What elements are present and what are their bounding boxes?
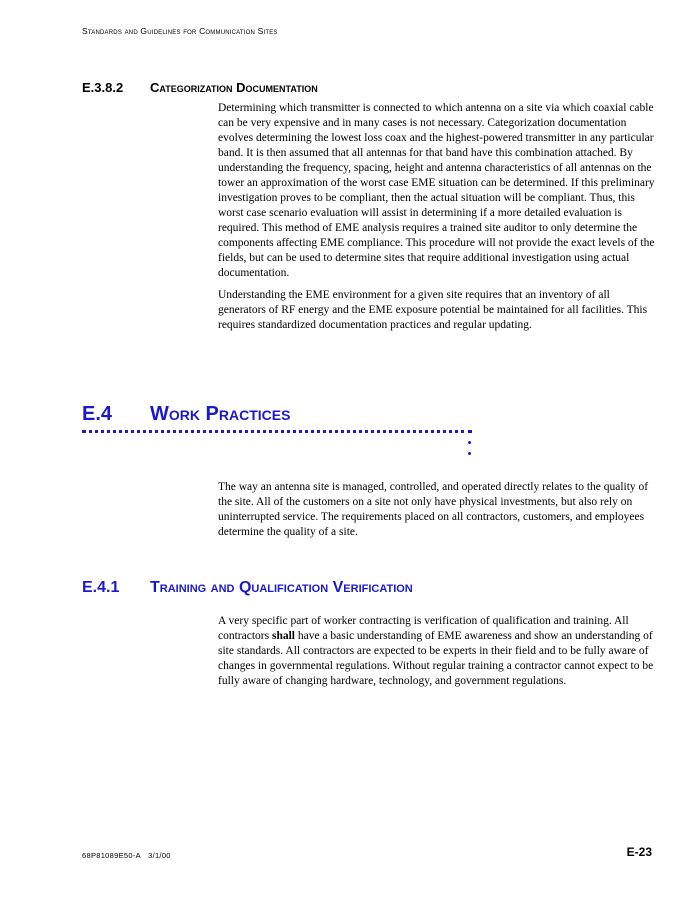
paragraph: Understanding the EME environment for a given site requires that an inventory of all generators of RF energy and the EME exposure potential be maintained for all facilities. This requires standardized documentation practices and regular updating. [218,289,648,331]
dotted-rule-dot [468,441,471,444]
section-body-e4 [218,480,658,547]
page-number: E-23 [626,845,652,859]
dotted-rule [82,430,472,433]
section-title: Training and Qualification Verification [150,579,413,596]
paragraph: Determining which transmitter is connected to which antenna on a site via which coaxial cable can be very expensive and in many cases is not necessary. Categorization documentation evolves determining the lowest loss coax and the highest-powered transmitter in any particular band. It is then assumed that all antennas for that band have this combination attached. By understanding the frequency, spacing, height and antenna characteristics of all antennas on the tower an approximation of the worst case EME situation can be determined. If this preliminary investigation proves to be compliant, then the actual situation will be compliant. Thus, this worst case scenario evaluation will assist in determining if a more detailed evaluation is required. This method of EME analysis requires a trained site auditor to only determine the components affecting EME compliance. This procedure will not provide the exact levels of the fields, but can be used to determine sites that require additional investigation using actual documentation. [218,102,655,279]
section-heading-e41 [82,579,413,597]
running-header: Standards and Guidelines for Communication Sites [82,26,278,36]
section-number: E.4.1 [82,579,120,596]
section-body-e41 [218,614,658,696]
doc-date: 3/1/00 [148,851,171,860]
section-title: Work Practices [150,403,291,425]
paragraph-text: have a basic understanding of EME awareness and show an understanding of site standards. All contractors are expected to be experts in their field and to be fully aware of changes in governmental regulations. Without regular training a contractor cannot expect to be fully aware of changing hardware, technology, and government regulations. [218,630,654,687]
section-number: E.3.8.2 [82,80,124,95]
footer-doc-info [82,851,171,860]
paragraph [218,614,658,689]
section-number: E.4 [82,403,113,425]
section-heading-e382 [82,80,318,95]
section-title: Categorization Documentation [150,80,318,95]
dotted-rule-dot [468,452,471,455]
doc-id: 68P81089E50-A [82,851,141,860]
chapter-heading-e4 [82,403,290,426]
section-body-e382 [218,101,658,340]
paragraph-text: A very specific part of worker contracting is verification of qualification and training. All contractors [218,615,629,642]
emphasis-shall: shall [271,630,295,642]
paragraph: The way an antenna site is managed, controlled, and operated directly relates to the quality of the site. All of the customers on a site not only have physical investments, but also rely on uninterrupted service. The requirements placed on all contractors, customers, and employees determine the quality of a site. [218,481,649,538]
